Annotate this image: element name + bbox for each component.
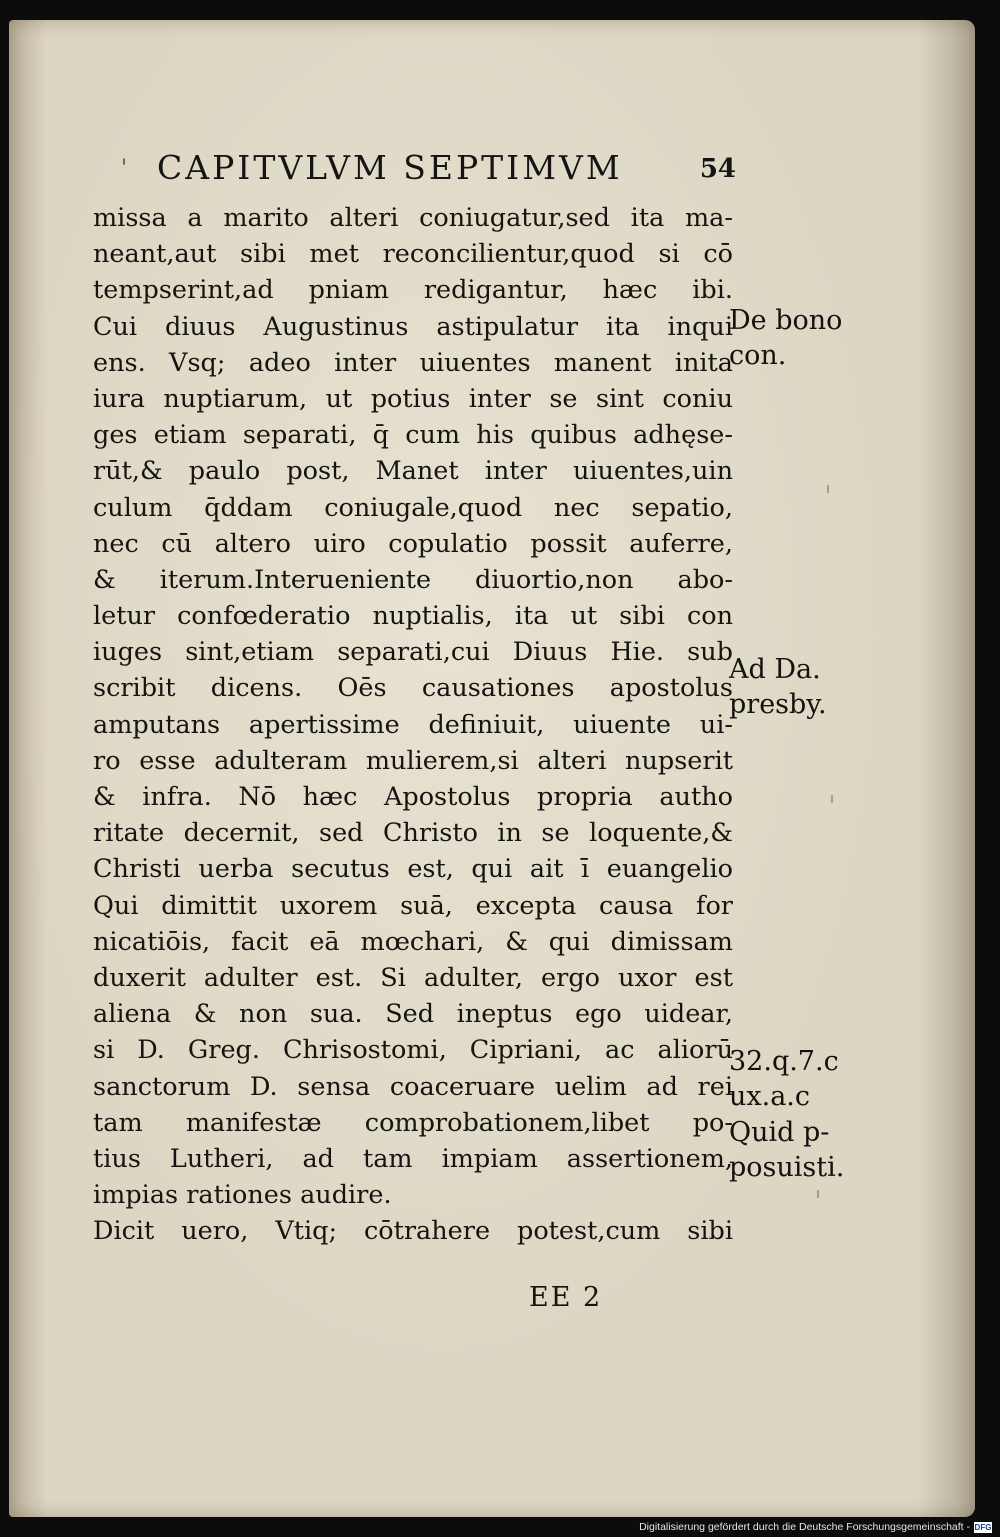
digitization-credit	[639, 1521, 992, 1533]
text-line: impias rationes audire.	[93, 1180, 392, 1211]
text-line: tam manifestæ comprobationem,libet po-	[93, 1107, 733, 1138]
text-line: aliena & non sua. Sed ineptus ego uidear,	[93, 999, 733, 1030]
marginal-note-line: Quid p-	[729, 1117, 830, 1148]
folio-number: 54	[699, 154, 736, 184]
marginal-note-line: Ad Da.	[729, 654, 821, 685]
text-line: tempserint,ad pniam redigantur, hæc ibi.	[93, 275, 733, 306]
text-line: amputans apertissime definiuit, uiuente ui-	[93, 709, 733, 740]
credit-text: Digitalisierung gefördert durch die Deutsche Forschungsgemeinschaft -	[639, 1521, 970, 1533]
paper-speck	[831, 795, 833, 803]
book-page	[9, 20, 975, 1517]
marginal-note-causa	[729, 1044, 839, 1114]
marginal-note-line: presby.	[729, 689, 827, 720]
signature-mark: EE 2	[529, 1282, 603, 1313]
text-line: sanctorum D. sensa coaceruare uelim ad rei	[93, 1071, 733, 1102]
text-line: & infra. Nō hæc Apostolus propria autho	[93, 782, 733, 812]
text-line: missa a marito alteri coniugatur,sed ita ma-	[93, 203, 733, 233]
marginal-note-line: 32.q.7.c	[729, 1046, 839, 1077]
text-line: culum q̄ddam coniugale,quod nec sepatio,	[93, 492, 733, 523]
text-line: letur confœderatio nuptialis, ita ut sibi con	[93, 601, 733, 632]
text-line: si D. Greg. Chrisostomi, Cipriani, ac aliorū	[93, 1035, 733, 1066]
text-line: iuges sint,etiam separati,cui Diuus Hie. sub	[93, 637, 733, 668]
text-line: Christi uerba secutus est, qui ait ī euangelio	[93, 854, 733, 885]
text-line: & iterum.Interueniente diuortio,non abo-	[93, 564, 733, 595]
text-line: ges etiam separati, q̄ cum his quibus adhęse-	[93, 420, 733, 451]
paper-speck	[817, 1190, 819, 1198]
text-line: duxerit adulter est. Si adulter, ergo uxor est	[93, 962, 733, 993]
text-line: iura nuptiarum, ut potius inter se sint coniu	[93, 383, 733, 414]
chapter-title: CAPITVLVM SEPTIMVM	[157, 148, 623, 187]
paper-speck	[827, 485, 829, 493]
marginal-note-line: ux.a.c	[729, 1081, 810, 1112]
text-line: tius Lutheri, ad tam impiam assertionem,	[93, 1143, 733, 1174]
marginal-note-line: posuisti.	[729, 1152, 845, 1183]
text-line: rūt,& paulo post, Manet inter uiuentes,uin	[93, 456, 733, 487]
text-line: nicatiōis, facit eā mœchari, & qui dimissam	[93, 926, 733, 957]
body-text	[93, 200, 733, 1249]
text-line: neant,aut sibi met reconcilientur,quod si cō	[93, 239, 733, 270]
text-line: ro esse adulteram mulierem,si alteri nupserit	[93, 745, 733, 776]
text-line: ritate decernit, sed Christo in se loquente,&	[93, 818, 733, 849]
text-line: scribit dicens. Oēs causationes apostolus	[93, 673, 733, 704]
running-head	[121, 148, 736, 188]
marginal-note-ad-da	[729, 652, 827, 722]
marginal-note-quid	[729, 1115, 844, 1185]
marginal-note-de-bono	[729, 303, 842, 373]
text-line: Dicit uero, Vtiq; cōtrahere potest,cum sibi	[93, 1216, 733, 1247]
text-line: nec cū altero uiro copulatio possit auferre,	[93, 528, 733, 559]
text-line: ens. Vsq; adeo inter uiuentes manent inita	[93, 347, 733, 378]
text-line: Qui dimittit uxorem suā, excepta causa for	[93, 890, 733, 921]
marginal-note-line: con.	[729, 340, 787, 371]
marginal-note-line: De bono	[729, 305, 843, 336]
text-line: Cui diuus Augustinus astipulatur ita inqui	[93, 311, 733, 342]
head-mark: '	[121, 156, 128, 181]
dfg-logo-icon: DFG	[974, 1522, 992, 1532]
